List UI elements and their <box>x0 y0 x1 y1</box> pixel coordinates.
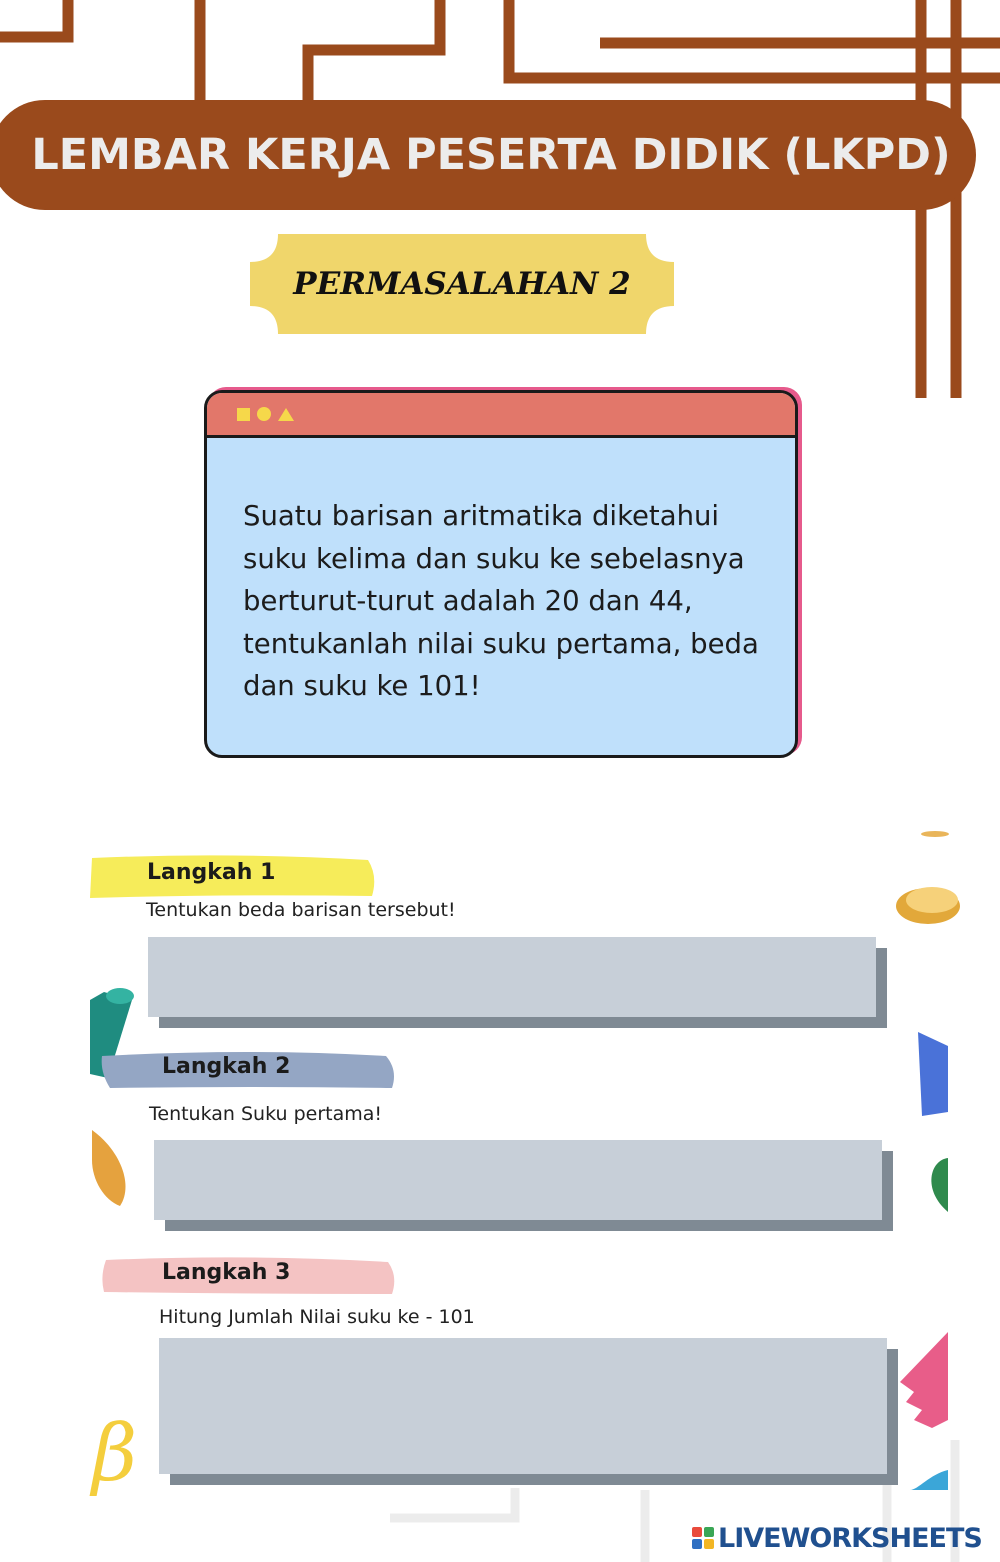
title-banner <box>0 100 976 210</box>
step-2-prompt: Tentukan Suku pertama! <box>149 1103 383 1125</box>
problem-window <box>204 390 798 758</box>
window-title-bar <box>207 393 795 438</box>
step-3-answer-box[interactable] <box>159 1338 887 1474</box>
step-1-label: Langkah 1 <box>147 859 276 885</box>
square-icon <box>237 408 250 421</box>
problem-label-badge <box>250 234 674 334</box>
step-2-answer-box[interactable] <box>154 1140 882 1220</box>
leaf-shape <box>92 1130 125 1206</box>
step-3-prompt: Hitung Jumlah Nilai suku ke - 101 <box>159 1306 475 1328</box>
cone-shape <box>918 1032 948 1116</box>
problem-text: Suatu barisan aritmatika diketahui suku kelima dan suku ke sebelasnya berturut-turut adalah 20 dan 44, tentukanlah nilai suku pertama, beda dan suku ke 101! <box>243 500 759 702</box>
liveworksheets-logo[interactable] <box>692 1520 982 1556</box>
step-2-label: Langkah 2 <box>162 1053 291 1079</box>
logo-grid-icon <box>692 1527 714 1549</box>
problem-label: PERMASALAHAN 2 <box>293 266 631 302</box>
pink-stairs-shape <box>900 1332 948 1428</box>
beta-symbol: β <box>92 1409 138 1499</box>
step-1-answer-box[interactable] <box>148 937 876 1017</box>
step-1-prompt: Tentukan beda barisan tersebut! <box>146 899 456 921</box>
triangle-icon <box>278 408 294 421</box>
page-title: LEMBAR KERJA PESERTA DIDIK (LKPD) <box>31 130 951 180</box>
circle-icon <box>257 407 271 421</box>
logo-text: LIVEWORKSHEETS <box>718 1522 982 1554</box>
green-sphere-shape <box>931 1158 948 1212</box>
step-3-label: Langkah 3 <box>162 1259 291 1285</box>
coin-shape <box>896 831 960 924</box>
